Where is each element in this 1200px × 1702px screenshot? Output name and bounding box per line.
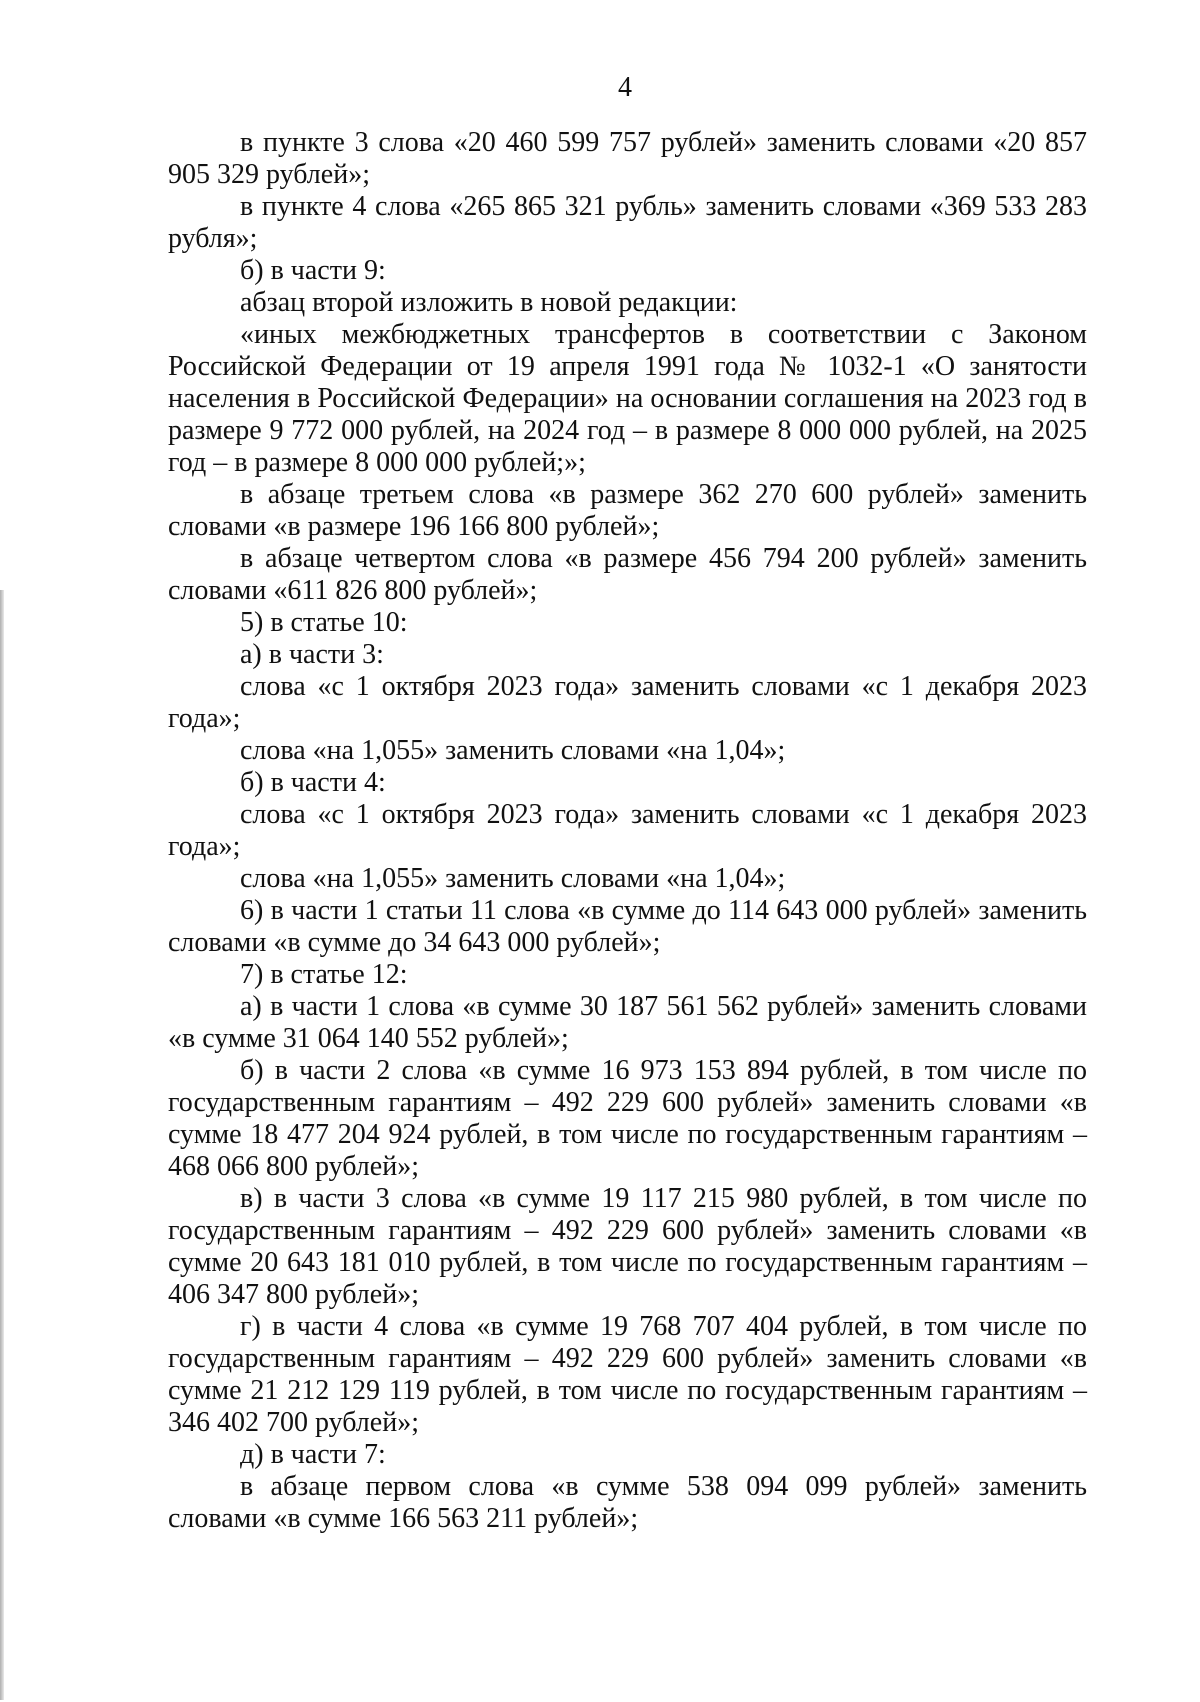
paragraph: «иных межбюджетных трансфертов в соответствии с Законом Российской Федерации от 19 апреля 1991 года № 1032-1 «О занятости населения в Российской Федерации» на основании соглашения на 2023 год в размере 9 772 000 рублей, на 2024 год – в размере 8 000 000 рублей, на 2025 год – в размере 8 000 000 рублей;»; bbox=[168, 319, 1087, 478]
scan-edge-shadow bbox=[0, 590, 4, 1700]
paragraph: 7) в статье 12: bbox=[240, 959, 408, 990]
paragraph: г) в части 4 слова «в сумме 19 768 707 404 рублей, в том числе по государственным гарантиям – 492 229 600 рублей» заменить словами «в сумме 21 212 129 119 рублей, в том числе по государственным гарантиям – 346 402 700 рублей»; bbox=[168, 1311, 1087, 1438]
paragraph: в пункте 3 слова «20 460 599 757 рублей» заменить словами «20 857 905 329 рублей»; bbox=[168, 127, 1087, 190]
paragraph: в абзаце четвертом слова «в размере 456 794 200 рублей» заменить словами «611 826 800 рублей»; bbox=[168, 543, 1087, 606]
paragraph: слова «на 1,055» заменить словами «на 1,04»; bbox=[240, 735, 786, 766]
paragraph: слова «с 1 октября 2023 года» заменить словами «с 1 декабря 2023 года»; bbox=[168, 799, 1087, 862]
paragraph: абзац второй изложить в новой редакции: bbox=[240, 287, 738, 318]
page-number: 4 bbox=[618, 72, 632, 103]
paragraph: в) в части 3 слова «в сумме 19 117 215 980 рублей, в том числе по государственным гарантиям – 492 229 600 рублей» заменить словами «в сумме 20 643 181 010 рублей, в том числе по государственным гарантиям – 406 347 800 рублей»; bbox=[168, 1183, 1087, 1310]
paragraph: в абзаце третьем слова «в размере 362 270 600 рублей» заменить словами «в размере 196 166 800 рублей»; bbox=[168, 479, 1087, 542]
paragraph: б) в части 4: bbox=[240, 767, 386, 798]
paragraph: 6) в части 1 статьи 11 слова «в сумме до 114 643 000 рублей» заменить словами «в сумме до 34 643 000 рублей»; bbox=[168, 895, 1087, 958]
document-body bbox=[168, 127, 1087, 1535]
paragraph: д) в части 7: bbox=[240, 1439, 386, 1470]
paragraph: в пункте 4 слова «265 865 321 рубль» заменить словами «369 533 283 рубля»; bbox=[168, 191, 1087, 254]
paragraph: б) в части 2 слова «в сумме 16 973 153 894 рублей, в том числе по государственным гарантиям – 492 229 600 рублей» заменить словами «в сумме 18 477 204 924 рублей, в том числе по государственным гарантиям – 468 066 800 рублей»; bbox=[168, 1055, 1087, 1182]
paragraph: слова «на 1,055» заменить словами «на 1,04»; bbox=[240, 863, 786, 894]
paragraph: а) в части 3: bbox=[240, 639, 384, 670]
paragraph: слова «с 1 октября 2023 года» заменить словами «с 1 декабря 2023 года»; bbox=[168, 671, 1087, 734]
paragraph: а) в части 1 слова «в сумме 30 187 561 562 рублей» заменить словами «в сумме 31 064 140 552 рублей»; bbox=[168, 991, 1087, 1054]
paragraph: б) в части 9: bbox=[240, 255, 386, 286]
paragraph: в абзаце первом слова «в сумме 538 094 099 рублей» заменить словами «в сумме 166 563 211 рублей»; bbox=[168, 1471, 1087, 1534]
paragraph: 5) в статье 10: bbox=[240, 607, 408, 638]
